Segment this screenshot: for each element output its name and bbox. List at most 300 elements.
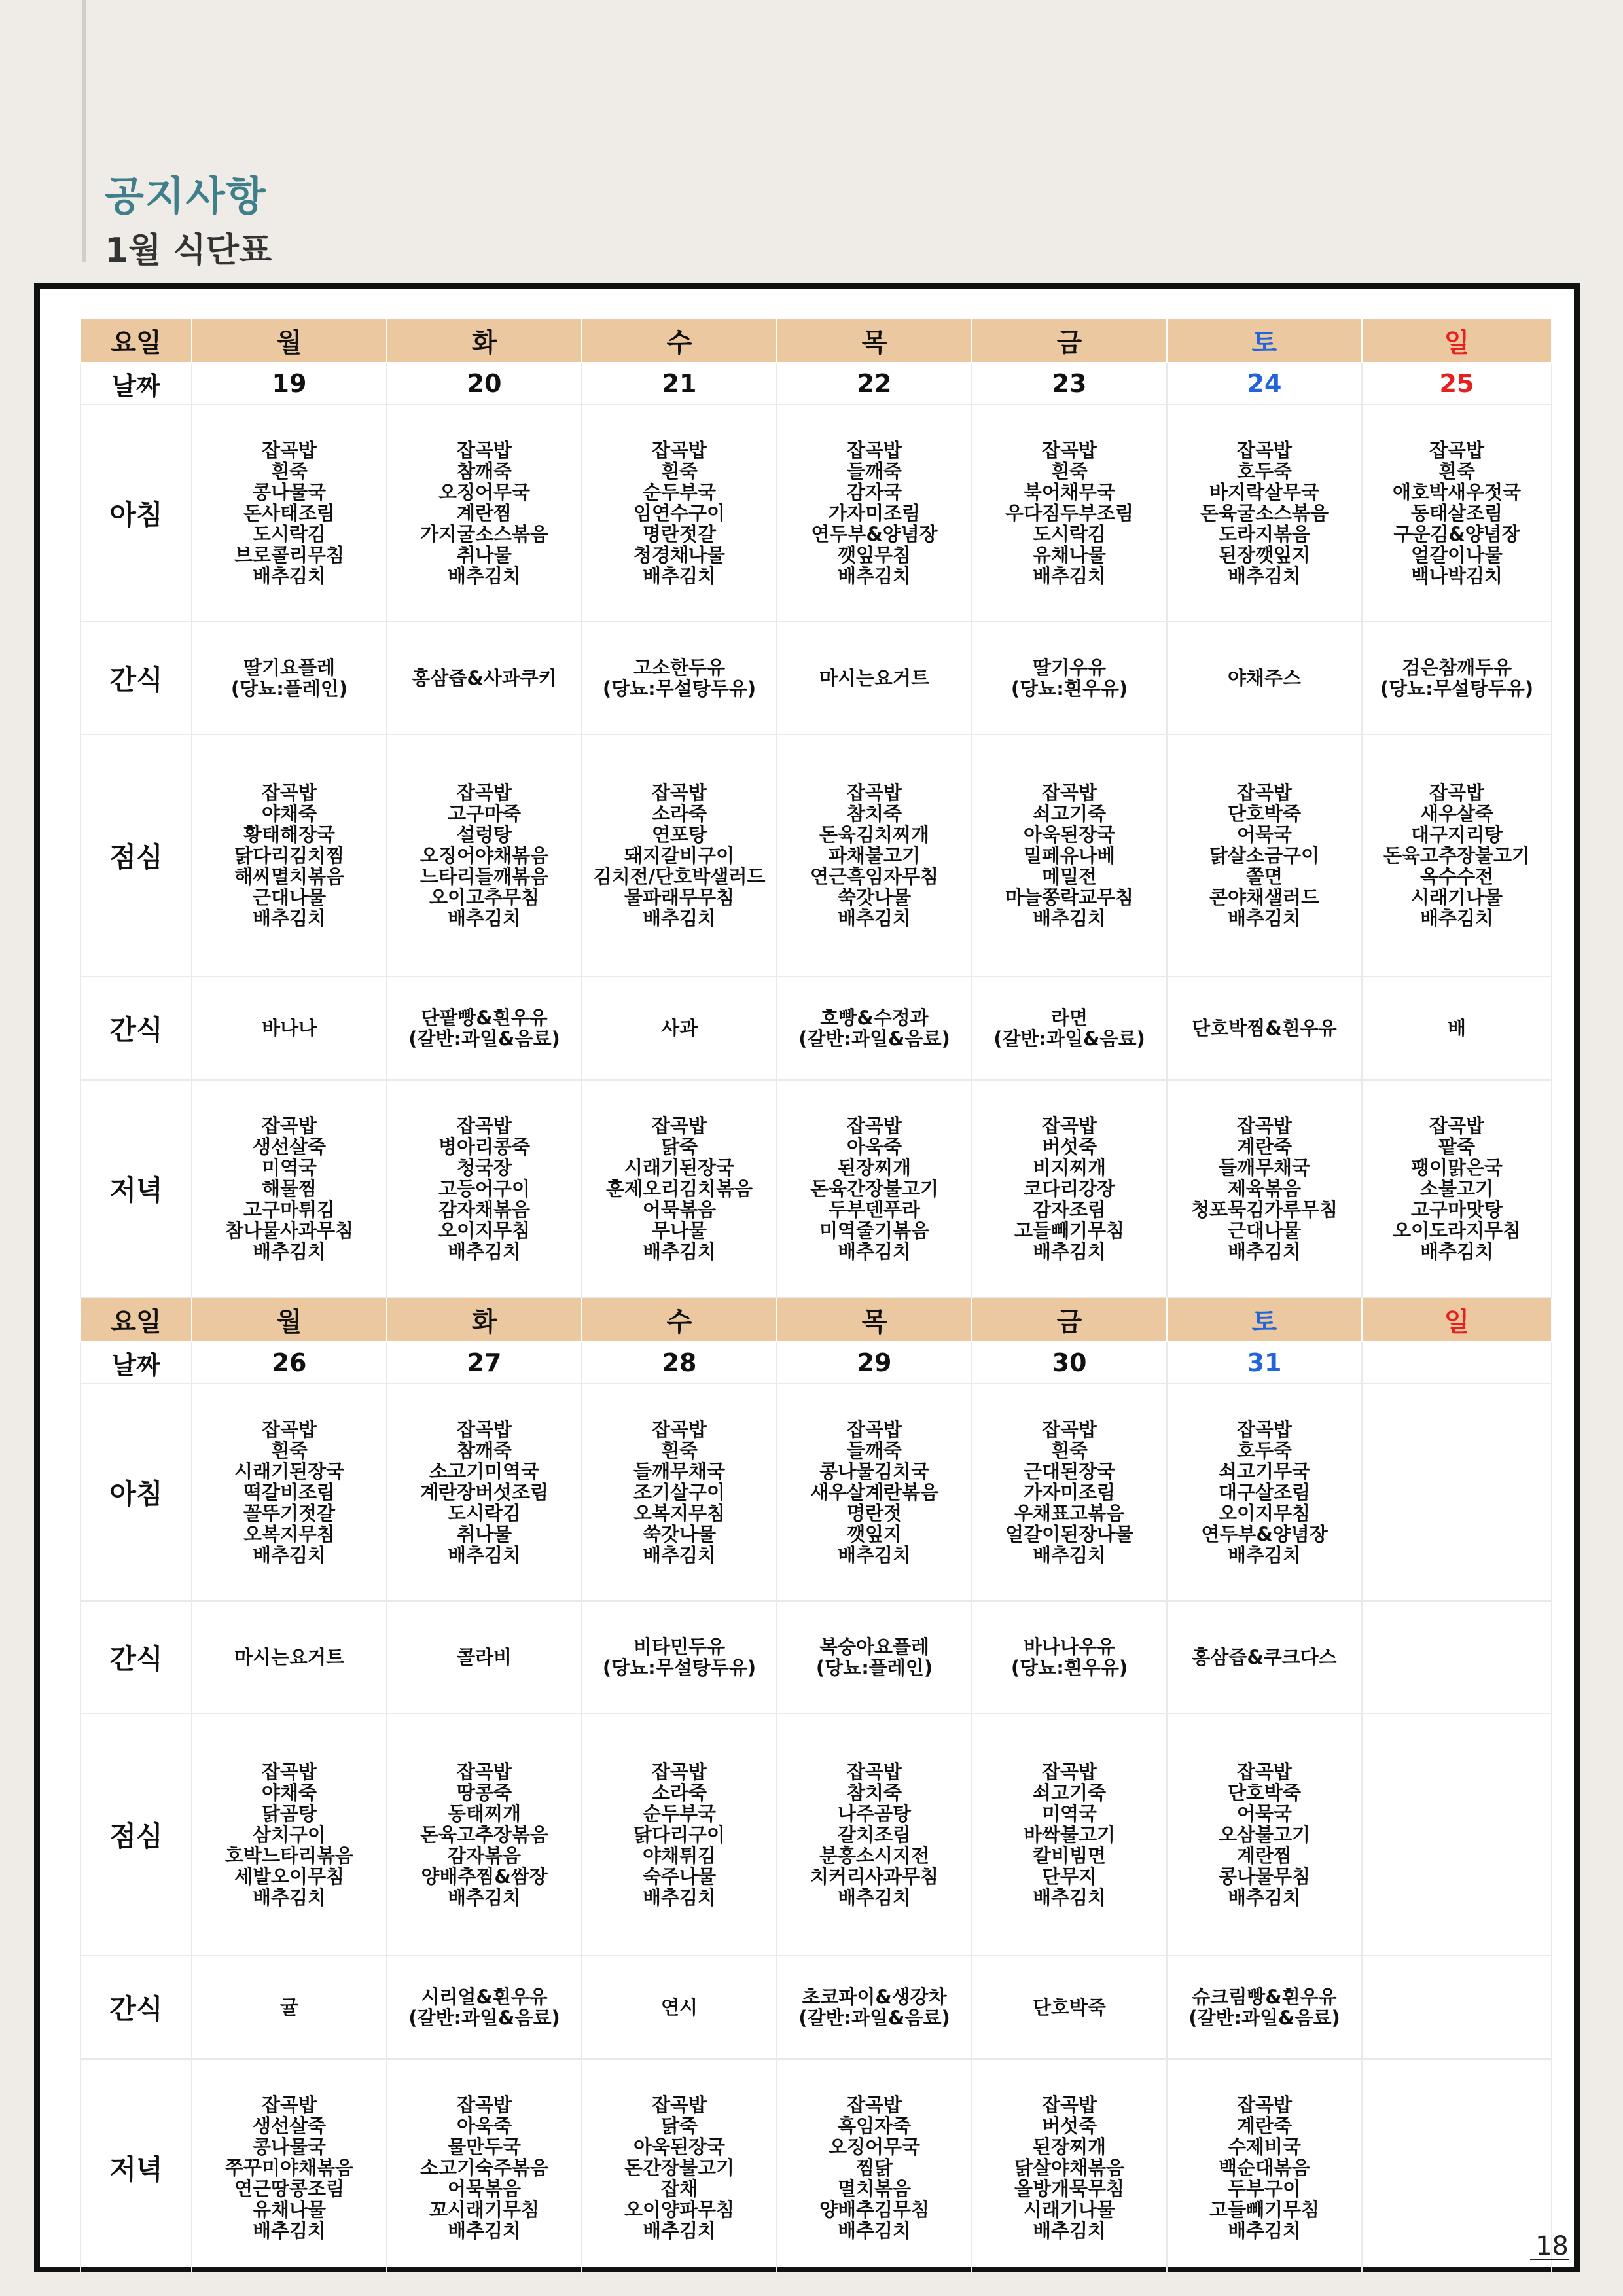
menu-item: 치커리사과무침 bbox=[810, 1865, 939, 1888]
menu-item: 잡곡밥 bbox=[261, 1761, 317, 1783]
menu-item: 연두부&양념장 bbox=[1201, 1523, 1328, 1545]
menu-item: 쑥갓나물 bbox=[837, 886, 912, 908]
breakfast-menu-cell bbox=[582, 1384, 777, 1601]
menu-item: 생선살죽 bbox=[252, 1136, 327, 1158]
weekday-cell: 토 bbox=[1167, 318, 1362, 363]
morning-snack-menu-cell bbox=[192, 622, 387, 734]
menu-item: 흰죽 bbox=[660, 1439, 698, 1462]
afternoon-snack-menu-cell bbox=[192, 977, 387, 1080]
menu-item: 초코파이&생강차 bbox=[802, 1986, 947, 2008]
date-cell: 25 bbox=[1362, 363, 1552, 404]
breakfast-menu-cell bbox=[1362, 1384, 1552, 1601]
menu-item: 배추김치 bbox=[1227, 907, 1302, 929]
afternoon-snack-menu-cell bbox=[582, 1956, 777, 2059]
lunch-menu-cell bbox=[777, 734, 972, 977]
menu-item: 귤 bbox=[279, 1996, 298, 2018]
menu-item: 배추김치 bbox=[837, 907, 912, 929]
morning-snack-menu-cell bbox=[387, 1601, 582, 1713]
menu-item: 물파래무무침 bbox=[624, 886, 735, 908]
menu-item: 잡곡밥 bbox=[261, 1115, 317, 1137]
menu-item: 도시락김 bbox=[252, 523, 327, 545]
weekday-header-row bbox=[80, 318, 1552, 363]
morning-snack-menu-cell bbox=[1167, 622, 1362, 734]
menu-item: 미역국 bbox=[1041, 1803, 1097, 1825]
menu-item: (당뇨:무설탕두유) bbox=[602, 1657, 757, 1679]
menu-item: 배추김치 bbox=[252, 1240, 327, 1263]
dinner-label: 저녁 bbox=[80, 2059, 192, 2276]
menu-item: 해씨멸치볶음 bbox=[234, 865, 345, 888]
menu-item: 북어채무국 bbox=[1023, 481, 1116, 503]
menu-item: 옥수수전 bbox=[1419, 865, 1494, 888]
menu-item: 참나물사과무침 bbox=[224, 1219, 354, 1242]
menu-item: 단무지 bbox=[1041, 1865, 1097, 1888]
menu-item: 마늘쫑락교무침 bbox=[1005, 886, 1134, 908]
menu-item: 배추김치 bbox=[642, 1544, 717, 1566]
menu-item: 배추김치 bbox=[447, 1544, 522, 1566]
menu-item: 배추김치 bbox=[1227, 1240, 1302, 1263]
menu-item: 분홍소시지전 bbox=[819, 1844, 930, 1867]
menu-item: 어묵볶음 bbox=[642, 1198, 717, 1221]
menu-item: 어묵볶음 bbox=[447, 2178, 522, 2200]
menu-item: 오복지무침 bbox=[633, 1502, 726, 1524]
menu-item: 닭살야채볶음 bbox=[1014, 2157, 1125, 2179]
menu-item: 흰죽 bbox=[1050, 460, 1088, 482]
breakfast-menu-cell bbox=[387, 404, 582, 622]
menu-item: 배추김치 bbox=[252, 1886, 327, 1909]
menu-item: 배추김치 bbox=[642, 907, 717, 929]
menu-item: 쇠고기죽 bbox=[1032, 1782, 1107, 1804]
menu-item: 두부구이 bbox=[1227, 2178, 1302, 2200]
menu-item: 병아리콩죽 bbox=[438, 1136, 531, 1158]
weekday-cell: 금 bbox=[972, 318, 1167, 363]
afternoon-snack-row bbox=[80, 977, 1552, 1080]
menu-item: 잡곡밥 bbox=[1041, 1418, 1097, 1441]
date-cell: 28 bbox=[582, 1342, 777, 1384]
weekday-label: 요일 bbox=[80, 318, 192, 363]
menu-item: 청포묵김가루무침 bbox=[1190, 1198, 1338, 1221]
menu-item: 순두부국 bbox=[642, 1803, 717, 1825]
date-cell: 26 bbox=[192, 1342, 387, 1384]
afternoon-snack-label: 간식 bbox=[80, 977, 192, 1080]
menu-item: 오이지무침 bbox=[1218, 1502, 1311, 1524]
menu-item: 얼갈이나물 bbox=[1410, 544, 1503, 566]
menu-item: 수제비국 bbox=[1227, 2136, 1302, 2158]
menu-item: 시래기된장국 bbox=[624, 1157, 735, 1179]
afternoon-snack-menu-cell bbox=[1167, 1956, 1362, 2059]
weekday-cell: 월 bbox=[192, 1297, 387, 1342]
menu-item: 새우살죽 bbox=[1419, 802, 1494, 825]
menu-item: 청경채나물 bbox=[633, 544, 726, 566]
menu-item: 배추김치 bbox=[1227, 1886, 1302, 1909]
menu-item: 들깨죽 bbox=[846, 460, 902, 482]
menu-table bbox=[80, 317, 1552, 2277]
menu-item: 잡곡밥 bbox=[456, 1418, 512, 1441]
breakfast-menu-cell bbox=[1167, 1384, 1362, 1601]
menu-item: 배추김치 bbox=[837, 1240, 912, 1263]
menu-item: 쭈꾸미야채볶음 bbox=[224, 2157, 354, 2179]
weekday-cell: 일 bbox=[1362, 1297, 1552, 1342]
menu-item: 배추김치 bbox=[447, 907, 522, 929]
menu-item: 오삼불고기 bbox=[1218, 1823, 1311, 1846]
menu-item: 검은참깨두유 bbox=[1401, 656, 1512, 679]
menu-item: 고소한두유 bbox=[633, 656, 726, 679]
lunch-menu-cell bbox=[1362, 1713, 1552, 1956]
menu-item: 어묵국 bbox=[1236, 1803, 1293, 1825]
breakfast-menu-cell bbox=[582, 404, 777, 622]
menu-item: 야채죽 bbox=[261, 1782, 317, 1804]
menu-item: 조기살구이 bbox=[633, 1481, 726, 1503]
menu-item: 생선살죽 bbox=[252, 2115, 327, 2137]
menu-item: 돈간장불고기 bbox=[624, 2157, 735, 2179]
menu-item: 잡곡밥 bbox=[1236, 1418, 1293, 1441]
menu-item: 아욱된장국 bbox=[1023, 823, 1116, 846]
morning-snack-menu-cell bbox=[777, 1601, 972, 1713]
menu-item: 근대된장국 bbox=[1023, 1460, 1116, 1482]
menu-item: 잡곡밥 bbox=[261, 2094, 317, 2116]
menu-item: 배추김치 bbox=[1227, 565, 1302, 587]
menu-item: 취나물 bbox=[456, 1523, 512, 1545]
lunch-menu-cell bbox=[192, 1713, 387, 1956]
menu-item: 배추김치 bbox=[447, 2219, 522, 2242]
page-subtitle: 1월 식단표 bbox=[105, 231, 272, 270]
menu-item: 잡곡밥 bbox=[846, 1418, 902, 1441]
menu-item: 콜라비 bbox=[456, 1646, 512, 1668]
menu-item: 백나박김치 bbox=[1410, 565, 1503, 587]
menu-item: 구운김&양념장 bbox=[1393, 523, 1520, 545]
menu-item: 물만두국 bbox=[447, 2136, 522, 2158]
weekday-cell: 일 bbox=[1362, 318, 1552, 363]
menu-item: 라면 bbox=[1050, 1007, 1088, 1029]
menu-item: 오이도라지무침 bbox=[1392, 1219, 1522, 1242]
menu-item: 야채죽 bbox=[261, 802, 317, 825]
menu-item: 닭다리구이 bbox=[633, 1823, 726, 1846]
menu-item: 연포탕 bbox=[651, 823, 707, 846]
afternoon-snack-row bbox=[80, 1956, 1552, 2059]
menu-item: (당뇨:플레인) bbox=[230, 677, 348, 700]
menu-item: (당뇨:플레인) bbox=[815, 1657, 933, 1679]
lunch-menu-cell bbox=[582, 734, 777, 977]
breakfast-menu-cell bbox=[1167, 404, 1362, 622]
menu-item: 돈육굴소스볶음 bbox=[1200, 502, 1329, 524]
dinner-menu-cell bbox=[1167, 2059, 1362, 2276]
breakfast-menu-cell bbox=[1362, 404, 1552, 622]
menu-item: 근대나물 bbox=[252, 886, 327, 908]
morning-snack-menu-cell bbox=[1167, 1601, 1362, 1713]
menu-item: 흑임자죽 bbox=[837, 2115, 912, 2137]
menu-item: (당뇨:흰우유) bbox=[1010, 1657, 1128, 1679]
menu-item: 배추김치 bbox=[1032, 1886, 1107, 1909]
menu-item: 삼치구이 bbox=[252, 1823, 327, 1846]
breakfast-menu-cell bbox=[192, 1384, 387, 1601]
morning-snack-row bbox=[80, 622, 1552, 734]
menu-item: 가자미조림 bbox=[828, 502, 921, 524]
menu-item: 임연수구이 bbox=[633, 502, 726, 524]
menu-item: 꼴뚜기젓갈 bbox=[243, 1502, 336, 1524]
menu-item: 가자미조림 bbox=[1023, 1481, 1116, 1503]
menu-item: 계란죽 bbox=[1236, 2115, 1293, 2137]
date-cell: 27 bbox=[387, 1342, 582, 1384]
menu-item: 근대나물 bbox=[1227, 1219, 1302, 1242]
decorative-side-line bbox=[82, 0, 86, 262]
afternoon-snack-menu-cell bbox=[1167, 977, 1362, 1080]
menu-frame bbox=[34, 283, 1580, 2272]
menu-item: 홍삼즙&쿠크다스 bbox=[1192, 1646, 1337, 1668]
breakfast-menu-cell bbox=[972, 404, 1167, 622]
menu-item: 잡곡밥 bbox=[1236, 781, 1293, 804]
menu-item: 잡곡밥 bbox=[261, 439, 317, 461]
morning-snack-menu-cell bbox=[582, 622, 777, 734]
menu-item: 바나나우유 bbox=[1023, 1636, 1116, 1658]
menu-item: 바싹불고기 bbox=[1023, 1823, 1116, 1846]
menu-item: 잡곡밥 bbox=[456, 1115, 512, 1137]
weekday-cell: 수 bbox=[582, 318, 777, 363]
menu-item: 오징어야채볶음 bbox=[419, 844, 549, 867]
breakfast-row bbox=[80, 1384, 1552, 1601]
menu-item: 유채나물 bbox=[1032, 544, 1107, 566]
morning-snack-menu-cell bbox=[387, 622, 582, 734]
dinner-menu-cell bbox=[192, 2059, 387, 2276]
lunch-menu-cell bbox=[387, 1713, 582, 1956]
breakfast-menu-cell bbox=[777, 404, 972, 622]
menu-item: 콩나물국 bbox=[252, 2136, 327, 2158]
menu-item: 동태살조림 bbox=[1410, 502, 1503, 524]
menu-item: 잡곡밥 bbox=[1041, 2094, 1097, 2116]
dinner-row bbox=[80, 2059, 1552, 2276]
menu-item: 미역줄기볶음 bbox=[819, 1219, 930, 1242]
lunch-row bbox=[80, 734, 1552, 977]
menu-item: 메밀전 bbox=[1041, 865, 1097, 888]
breakfast-row bbox=[80, 404, 1552, 622]
menu-item: 유채나물 bbox=[252, 2198, 327, 2221]
menu-item: 소고기미역국 bbox=[429, 1460, 540, 1482]
menu-item: 된장찌개 bbox=[1032, 2136, 1107, 2158]
afternoon-snack-menu-cell bbox=[972, 1956, 1167, 2059]
morning-snack-menu-cell bbox=[777, 622, 972, 734]
menu-item: 시래기나물 bbox=[1023, 2198, 1116, 2221]
breakfast-menu-cell bbox=[387, 1384, 582, 1601]
menu-item: 흰죽 bbox=[1438, 460, 1476, 482]
menu-item: (갈반:과일&음료) bbox=[408, 1028, 560, 1050]
dinner-menu-cell bbox=[972, 2059, 1167, 2276]
menu-item: 배추김치 bbox=[252, 907, 327, 929]
menu-item: 도시락김 bbox=[447, 1502, 522, 1524]
menu-item: 도라지볶음 bbox=[1218, 523, 1311, 545]
menu-item: 올방개묵무침 bbox=[1014, 2178, 1125, 2200]
menu-item: 소불고기 bbox=[1419, 1177, 1494, 1200]
menu-item: 배추김치 bbox=[1227, 2219, 1302, 2242]
menu-item: 잡곡밥 bbox=[1429, 1115, 1485, 1137]
morning-snack-label: 간식 bbox=[80, 622, 192, 734]
menu-item: 들깨무채국 bbox=[633, 1460, 726, 1482]
menu-item: 황태해장국 bbox=[243, 823, 336, 846]
menu-item: 계란장버섯조림 bbox=[419, 1481, 549, 1503]
menu-item: 새우살계란볶음 bbox=[810, 1481, 939, 1503]
menu-item: 닭곰탕 bbox=[261, 1803, 317, 1825]
menu-item: 고등어구이 bbox=[438, 1177, 531, 1200]
menu-item: 배추김치 bbox=[1419, 1240, 1494, 1263]
menu-item: 단호박찜&흰우유 bbox=[1192, 1017, 1337, 1039]
menu-item: 배추김치 bbox=[642, 565, 717, 587]
lunch-row bbox=[80, 1713, 1552, 1956]
menu-item: 감자조림 bbox=[1032, 1198, 1107, 1221]
menu-item: 배추김치 bbox=[447, 565, 522, 587]
menu-item: (갈반:과일&음료) bbox=[408, 2007, 560, 2029]
dinner-menu-cell bbox=[777, 2059, 972, 2276]
menu-item: 칼비빔면 bbox=[1032, 1844, 1107, 1867]
menu-item: 얼갈이된장나물 bbox=[1005, 1523, 1134, 1545]
menu-item: 잡곡밥 bbox=[1236, 2094, 1293, 2116]
lunch-menu-cell bbox=[192, 734, 387, 977]
lunch-menu-cell bbox=[1362, 734, 1552, 977]
menu-item: 양배추찜&쌈장 bbox=[421, 1865, 548, 1888]
menu-item: 배추김치 bbox=[837, 1886, 912, 1909]
weekday-cell: 수 bbox=[582, 1297, 777, 1342]
menu-item: 배추김치 bbox=[1032, 1240, 1107, 1263]
menu-item: 잡곡밥 bbox=[261, 781, 317, 804]
dinner-menu-cell bbox=[972, 1080, 1167, 1297]
menu-item: 계란찜 bbox=[456, 502, 512, 524]
dinner-label: 저녁 bbox=[80, 1080, 192, 1297]
menu-item: 깻잎무침 bbox=[837, 544, 912, 566]
menu-item: 야채튀김 bbox=[642, 1844, 717, 1867]
morning-snack-menu-cell bbox=[1362, 1601, 1552, 1713]
date-row bbox=[80, 1342, 1552, 1384]
menu-item: 미역국 bbox=[261, 1157, 317, 1179]
menu-item: 고구마죽 bbox=[447, 802, 522, 825]
menu-item: 잡곡밥 bbox=[651, 1418, 707, 1441]
menu-item: 순두부국 bbox=[642, 481, 717, 503]
menu-item: 콩나물김치국 bbox=[819, 1460, 930, 1482]
menu-item: 사과 bbox=[660, 1017, 698, 1039]
menu-item: 오이양파무침 bbox=[624, 2198, 735, 2221]
menu-item: 콩나물무침 bbox=[1218, 1865, 1311, 1888]
menu-item: 들깨무채국 bbox=[1218, 1157, 1311, 1179]
menu-item: 김치전/단호박샐러드 bbox=[593, 865, 766, 888]
menu-item: 고구마맛탕 bbox=[1410, 1198, 1503, 1221]
morning-snack-menu-cell bbox=[192, 1601, 387, 1713]
menu-item: 잡곡밥 bbox=[846, 2094, 902, 2116]
morning-snack-menu-cell bbox=[582, 1601, 777, 1713]
menu-item: 연근흑임자무침 bbox=[810, 865, 939, 888]
menu-item: 느타리들깨볶음 bbox=[419, 865, 549, 888]
menu-item: 잡채 bbox=[660, 2178, 698, 2200]
menu-item: (갈반:과일&음료) bbox=[798, 1028, 950, 1050]
menu-item: 쑥갓나물 bbox=[642, 1523, 717, 1545]
menu-item: 잡곡밥 bbox=[261, 1418, 317, 1441]
menu-item: 시래기된장국 bbox=[234, 1460, 345, 1482]
menu-item: 감자볶음 bbox=[447, 1844, 522, 1867]
menu-item: 배추김치 bbox=[837, 2219, 912, 2242]
menu-item: 세발오이무침 bbox=[234, 1865, 345, 1888]
menu-item: 잡곡밥 bbox=[1236, 439, 1293, 461]
breakfast-label: 아침 bbox=[80, 404, 192, 622]
menu-item: 호박느타리볶음 bbox=[224, 1844, 354, 1867]
dinner-menu-cell bbox=[582, 1080, 777, 1297]
menu-item: 잡곡밥 bbox=[651, 439, 707, 461]
menu-item: 계란찜 bbox=[1236, 1844, 1293, 1867]
morning-snack-label: 간식 bbox=[80, 1601, 192, 1713]
afternoon-snack-menu-cell bbox=[192, 1956, 387, 2059]
menu-item: 돼지갈비구이 bbox=[624, 844, 735, 867]
menu-item: 홍삼즙&사과쿠키 bbox=[412, 667, 557, 689]
menu-item: 잡곡밥 bbox=[846, 1115, 902, 1137]
lunch-menu-cell bbox=[777, 1713, 972, 1956]
menu-item: 팥죽 bbox=[1438, 1136, 1476, 1158]
menu-item: 잡곡밥 bbox=[846, 781, 902, 804]
menu-item: 잡곡밥 bbox=[456, 781, 512, 804]
menu-item: 돈육고추장볶음 bbox=[419, 1823, 549, 1846]
menu-item: 배추김치 bbox=[1227, 1544, 1302, 1566]
morning-snack-menu-cell bbox=[972, 622, 1167, 734]
menu-item: 잡곡밥 bbox=[456, 439, 512, 461]
menu-item: 배추김치 bbox=[447, 1240, 522, 1263]
breakfast-menu-cell bbox=[972, 1384, 1167, 1601]
menu-item: 명란젓갈 bbox=[642, 523, 717, 545]
menu-item: 들깨죽 bbox=[846, 1439, 902, 1462]
dinner-menu-cell bbox=[777, 1080, 972, 1297]
dinner-menu-cell bbox=[1167, 1080, 1362, 1297]
menu-item: 대구살조림 bbox=[1218, 1481, 1311, 1503]
menu-item: 소라죽 bbox=[651, 802, 707, 825]
date-row bbox=[80, 363, 1552, 404]
menu-item: 흰죽 bbox=[270, 1439, 308, 1462]
menu-item: 쫄면 bbox=[1245, 865, 1283, 888]
weekday-cell: 화 bbox=[387, 1297, 582, 1342]
menu-item: 단호박죽 bbox=[1227, 802, 1302, 825]
menu-item: 잡곡밥 bbox=[846, 1761, 902, 1783]
menu-item: 고들빼기무침 bbox=[1014, 1219, 1125, 1242]
menu-item: 배추김치 bbox=[1032, 565, 1107, 587]
menu-item: 호빵&수정과 bbox=[820, 1007, 929, 1029]
menu-item: 돈사태조림 bbox=[243, 502, 336, 524]
menu-item: (당뇨:무설탕두유) bbox=[1380, 677, 1534, 700]
menu-item: 시리얼&흰우유 bbox=[421, 1986, 548, 2008]
menu-item: 코다리강장 bbox=[1023, 1177, 1116, 1200]
menu-item: 찜닭 bbox=[855, 2157, 893, 2179]
afternoon-snack-menu-cell bbox=[1362, 1956, 1552, 2059]
weekday-cell: 화 bbox=[387, 318, 582, 363]
menu-item: 잡곡밥 bbox=[846, 439, 902, 461]
lunch-menu-cell bbox=[387, 734, 582, 977]
menu-item: 계란죽 bbox=[1236, 1136, 1293, 1158]
menu-item: 설렁탕 bbox=[456, 823, 512, 846]
menu-item: 팽이맑은국 bbox=[1410, 1157, 1503, 1179]
menu-item: 단호박죽 bbox=[1227, 1782, 1302, 1804]
menu-item: 바지락살무국 bbox=[1209, 481, 1320, 503]
menu-item: (갈반:과일&음료) bbox=[993, 1028, 1145, 1050]
afternoon-snack-menu-cell bbox=[777, 977, 972, 1080]
dinner-menu-cell bbox=[582, 2059, 777, 2276]
menu-item: 딸기우유 bbox=[1032, 656, 1107, 679]
dinner-menu-cell bbox=[192, 1080, 387, 1297]
menu-item: 잡곡밥 bbox=[1429, 781, 1485, 804]
date-label: 날짜 bbox=[80, 363, 192, 404]
menu-item: 시래기나물 bbox=[1410, 886, 1503, 908]
morning-snack-row bbox=[80, 1601, 1552, 1713]
menu-item: 단호박죽 bbox=[1032, 1996, 1107, 2018]
menu-item: 닭죽 bbox=[660, 1136, 698, 1158]
menu-item: 잡곡밥 bbox=[1429, 439, 1485, 461]
menu-item: 우채표고볶음 bbox=[1014, 1502, 1125, 1524]
weekday-cell: 목 bbox=[777, 1297, 972, 1342]
menu-item: 배추김치 bbox=[642, 1886, 717, 1909]
menu-item: 배추김치 bbox=[1032, 2219, 1107, 2242]
menu-item: 배추김치 bbox=[642, 2219, 717, 2242]
menu-item: 비타민두유 bbox=[633, 1636, 726, 1658]
menu-item: 참치죽 bbox=[846, 802, 902, 825]
menu-item: 양배추김무침 bbox=[819, 2198, 930, 2221]
date-cell: 23 bbox=[972, 363, 1167, 404]
